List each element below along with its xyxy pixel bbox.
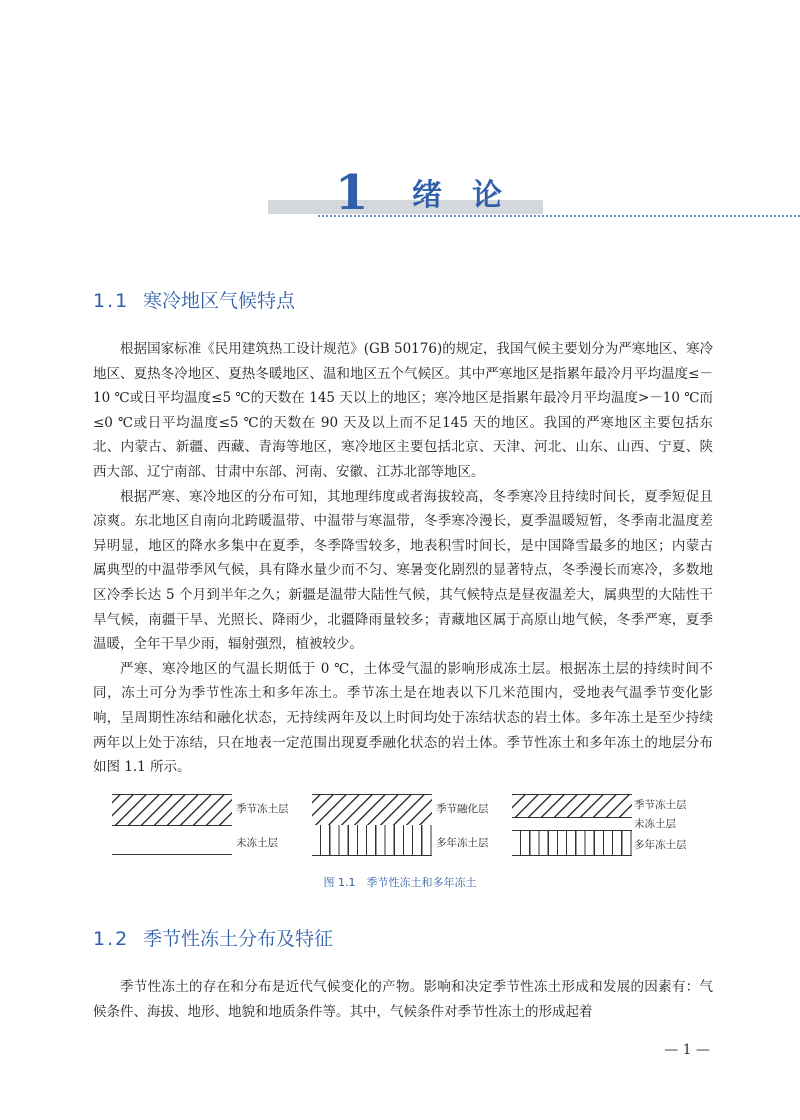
paragraph: 严寒、寒冷地区的气温长期低于 0 ℃，土体受气温的影响形成冻土层。根据冻土层的持续时间不同，冻土可分为季节性冻土和多年冻土。季节冻土是在地表以下几米范围内，受地表气温季节变化影响，呈周期性冻结和融化状态，无持续两年及以上时间均处于冻结状态的岩土体。多年冻土是至少持续两年以上处于冻结，只在地表一定范围出现夏季融化状态的岩土体。季节性冻土和多年冻土的地层分布如图 1.1 所示。 [93,660,713,776]
figure-caption: 图 1.1 季节性冻土和多年冻土 [323,876,477,889]
paragraph: 季节性冻土的存在和分布是近代气候变化的产物。影响和决定季节性冻土形成和发展的因素有：气候条件、海拔、地形、地貌和地质条件等。其中，气候条件对季节性冻土的形成起着 [93,979,713,1020]
section-1-2-body [93,975,713,1024]
frozen-layer-hatch [512,794,632,818]
section-heading-1-2 [93,927,333,951]
section-number: 1.2 [93,928,130,950]
bottom-boundary-line [112,854,232,855]
figure-panel-seasonal-frozen [112,790,302,862]
section-title: 季节性冻土分布及特征 [143,928,334,950]
chapter-dotted-rule [318,215,800,217]
section-heading-1-1 [93,289,295,313]
chapter-number: 1 [335,165,369,221]
section-1-1-body [93,337,713,780]
paragraph: 根据国家标准《民用建筑热工设计规范》(GB 50176)的规定，我国气候主要划分为严寒地区、寒冷地区、夏热冬冷地区、夏热冬暖地区、温和地区五个气候区。其中严寒地区是指累年最冷月平均温度≤－10 ℃或日平均温度≤5 ℃的天数在 145 天以上的地区；寒冷地区是指累年最冷月平均温度>－10 ℃而≤0 ℃或日平均温度≤5 ℃的天数在 90 天及以上而不足145 天的地区。我国的严寒地区主要包括东北、内蒙古、新疆、西藏、青海等地区，寒冷地区主要包括北京、天津、河北、山东、山西、宁夏、陕西大部、辽宁南部、甘肃中东部、河南、安徽、江苏北部等地区。 [93,341,713,480]
panel-label: 未冻土层 [634,818,676,830]
section-number: 1.1 [93,290,130,312]
figure-panel-mixed [512,790,712,862]
figure-panel-permafrost [312,790,502,862]
panel-label: 季节冻土层 [634,799,687,811]
paragraph: 根据严寒、寒冷地区的分布可知，其地理纬度或者海拔较高，冬季寒冷且持续时间长，夏季短促且凉爽。东北地区自南向北跨暖温带、中温带与寒温带，冬季寒冷漫长，夏季温暖短暂，冬季南北温度差异明显，地区的降水多集中在夏季，冬季降雪较多，地表积雪时间长，是中国降雪最多的地区；内蒙古属典型的中温带季风气候，具有降水量少而不匀、寒暑变化剧烈的显著特点，冬季漫长而寒冷，多数地区冷季长达 5 个月到半年之久；新疆是温带大陆性气候，其气候特点是昼夜温差大，属典型的大陆性干旱气候，南疆干旱、光照长、降雨少，北疆降雨量较多；青藏地区属于高原山地气候，冬季严寒，夏季温暖，全年干旱少雨，辐射强烈，植被较少。 [93,488,713,653]
page-number: — 1 — [664,1042,710,1058]
panel-label: 季节融化层 [436,803,489,815]
permafrost-layer-hatch [312,825,432,856]
panel-label: 多年冻土层 [634,839,687,851]
panel-label: 未冻土层 [236,837,278,849]
panel-label: 多年冻土层 [436,837,489,849]
chapter-title: 绪论 [412,178,532,213]
active-layer-hatch [312,794,432,826]
frozen-layer-hatch [112,794,232,826]
panel-label: 季节冻土层 [236,803,289,815]
section-title: 寒冷地区气候特点 [143,290,296,312]
permafrost-layer-hatch [512,830,632,856]
